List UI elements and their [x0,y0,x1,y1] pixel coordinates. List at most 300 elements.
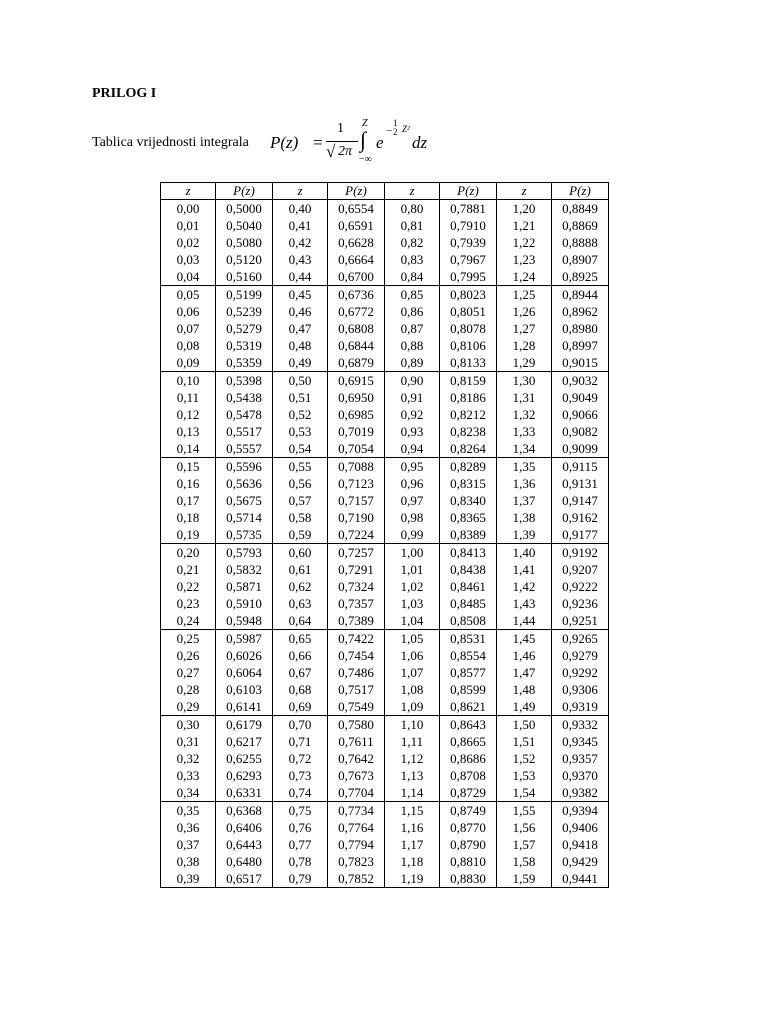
integral-formula [270,118,470,168]
z-value-cell: 0,15 [161,458,216,476]
z-value-cell: 1,39 [497,526,552,544]
z-value-cell: 0,80 [385,200,440,218]
z-value-cell: 1,43 [497,595,552,612]
exponent-fraction [393,119,398,137]
table-row [161,440,609,458]
z-value-cell: 0,36 [161,819,216,836]
probability-cell: 0,6915 [328,372,385,390]
probability-cell: 0,9049 [552,389,609,406]
z-value-cell: 0,67 [273,664,328,681]
probability-cell: 0,5000 [216,200,273,218]
z-value-cell: 0,44 [273,268,328,286]
probability-cell: 0,7190 [328,509,385,526]
z-value-cell: 1,17 [385,836,440,853]
z-value-cell: 0,48 [273,337,328,354]
table-row [161,802,609,820]
probability-cell: 0,5793 [216,544,273,562]
table-row [161,217,609,234]
probability-cell: 0,8389 [440,526,497,544]
z-value-cell: 0,61 [273,561,328,578]
probability-cell: 0,8665 [440,733,497,750]
probability-cell: 0,6628 [328,234,385,251]
probability-cell: 0,9099 [552,440,609,458]
formula-lhs: P(z) [270,133,299,152]
z-value-cell: 0,63 [273,595,328,612]
table-row [161,200,609,218]
probability-cell: 0,8925 [552,268,609,286]
exponent-numerator: 1 [393,118,398,128]
probability-cell: 0,7157 [328,492,385,509]
z-value-cell: 1,06 [385,647,440,664]
probability-cell: 0,6808 [328,320,385,337]
probability-cell: 0,9115 [552,458,609,476]
probability-cell: 0,8830 [440,870,497,888]
probability-cell: 0,8621 [440,698,497,716]
probability-cell: 0,6368 [216,802,273,820]
z-value-cell: 0,35 [161,802,216,820]
table-row [161,836,609,853]
probability-cell: 0,5987 [216,630,273,648]
probability-cell: 0,6141 [216,698,273,716]
z-value-cell: 1,14 [385,784,440,802]
z-value-cell: 0,18 [161,509,216,526]
probability-cell: 0,8577 [440,664,497,681]
table-caption [92,118,592,168]
z-value-cell: 0,96 [385,475,440,492]
z-value-cell: 1,11 [385,733,440,750]
probability-cell: 0,5596 [216,458,273,476]
probability-cell: 0,5239 [216,303,273,320]
table-row [161,561,609,578]
probability-cell: 0,8810 [440,853,497,870]
probability-cell: 0,6103 [216,681,273,698]
probability-cell: 0,7794 [328,836,385,853]
probability-cell: 0,7324 [328,578,385,595]
probability-cell: 0,8159 [440,372,497,390]
table-row [161,251,609,268]
z-value-cell: 1,23 [497,251,552,268]
z-value-cell: 0,92 [385,406,440,423]
table-row [161,853,609,870]
probability-cell: 0,7517 [328,681,385,698]
z-value-cell: 1,25 [497,286,552,304]
formula-denominator: 2π [338,144,353,159]
z-value-cell: 0,98 [385,509,440,526]
z-value-cell: 0,25 [161,630,216,648]
probability-cell: 0,9357 [552,750,609,767]
probability-cell: 0,7764 [328,819,385,836]
z-value-cell: 1,00 [385,544,440,562]
z-value-cell: 0,14 [161,440,216,458]
z-value-cell: 0,94 [385,440,440,458]
probability-cell: 0,8749 [440,802,497,820]
probability-cell: 0,8133 [440,354,497,372]
table-row [161,819,609,836]
z-value-cell: 1,31 [497,389,552,406]
table-row [161,733,609,750]
z-value-cell: 1,37 [497,492,552,509]
z-value-cell: 1,19 [385,870,440,888]
exponent-minus: − [386,125,393,137]
probability-cell: 0,6591 [328,217,385,234]
probability-cell: 0,9279 [552,647,609,664]
exponent-variable: Z² [402,124,410,134]
z-value-cell: 0,83 [385,251,440,268]
probability-cell: 0,9429 [552,853,609,870]
probability-cell: 0,8485 [440,595,497,612]
table-row [161,578,609,595]
z-value-cell: 1,41 [497,561,552,578]
z-value-cell: 0,43 [273,251,328,268]
probability-cell: 0,9406 [552,819,609,836]
z-value-cell: 0,77 [273,836,328,853]
probability-cell: 0,8340 [440,492,497,509]
z-value-cell: 1,44 [497,612,552,630]
probability-cell: 0,6772 [328,303,385,320]
probability-cell: 0,9345 [552,733,609,750]
probability-cell: 0,8729 [440,784,497,802]
z-value-cell: 1,45 [497,630,552,648]
z-value-cell: 0,60 [273,544,328,562]
formula-base: e [376,133,384,152]
column-header: z [385,183,440,200]
z-value-cell: 0,23 [161,595,216,612]
z-value-cell: 0,29 [161,698,216,716]
z-value-cell: 1,53 [497,767,552,784]
probability-cell: 0,6736 [328,286,385,304]
probability-cell: 0,5478 [216,406,273,423]
probability-cell: 0,9251 [552,612,609,630]
formula-equals: = [313,133,323,152]
z-value-cell: 1,05 [385,630,440,648]
probability-cell: 0,9177 [552,526,609,544]
table-row [161,286,609,304]
z-value-cell: 0,04 [161,268,216,286]
probability-cell: 0,8238 [440,423,497,440]
probability-cell: 0,8531 [440,630,497,648]
z-value-cell: 1,24 [497,268,552,286]
z-value-cell: 1,16 [385,819,440,836]
probability-cell: 0,6064 [216,664,273,681]
probability-cell: 0,9382 [552,784,609,802]
z-value-cell: 1,51 [497,733,552,750]
table-row [161,612,609,630]
probability-cell: 0,7881 [440,200,497,218]
probability-cell: 0,6255 [216,750,273,767]
probability-cell: 0,5438 [216,389,273,406]
z-value-cell: 0,45 [273,286,328,304]
probability-cell: 0,9236 [552,595,609,612]
probability-cell: 0,7389 [328,612,385,630]
probability-cell: 0,9207 [552,561,609,578]
probability-cell: 0,8944 [552,286,609,304]
table-row [161,389,609,406]
z-value-cell: 1,48 [497,681,552,698]
z-value-cell: 1,08 [385,681,440,698]
z-value-cell: 1,46 [497,647,552,664]
z-value-cell: 1,58 [497,853,552,870]
probability-cell: 0,5735 [216,526,273,544]
table-row [161,647,609,664]
z-value-cell: 1,26 [497,303,552,320]
probability-cell: 0,7422 [328,630,385,648]
z-value-cell: 0,79 [273,870,328,888]
z-value-cell: 1,52 [497,750,552,767]
table-row [161,784,609,802]
z-value-cell: 0,52 [273,406,328,423]
probability-cell: 0,5398 [216,372,273,390]
probability-cell: 0,8106 [440,337,497,354]
z-value-cell: 0,16 [161,475,216,492]
probability-cell: 0,8980 [552,320,609,337]
integral-lower-limit: −∞ [359,154,372,165]
z-value-cell: 0,17 [161,492,216,509]
probability-cell: 0,7224 [328,526,385,544]
z-value-cell: 0,09 [161,354,216,372]
z-value-cell: 0,69 [273,698,328,716]
z-value-cell: 0,39 [161,870,216,888]
z-value-cell: 0,71 [273,733,328,750]
probability-cell: 0,8869 [552,217,609,234]
z-value-cell: 1,57 [497,836,552,853]
probability-cell: 0,6879 [328,354,385,372]
probability-cell: 0,6480 [216,853,273,870]
probability-cell: 0,9015 [552,354,609,372]
z-value-cell: 0,73 [273,767,328,784]
probability-cell: 0,8413 [440,544,497,562]
probability-cell: 0,9370 [552,767,609,784]
probability-cell: 0,8962 [552,303,609,320]
z-value-cell: 0,55 [273,458,328,476]
probability-cell: 0,5080 [216,234,273,251]
z-value-cell: 0,91 [385,389,440,406]
z-value-cell: 0,66 [273,647,328,664]
probability-cell: 0,8997 [552,337,609,354]
probability-cell: 0,7486 [328,664,385,681]
probability-cell: 0,7734 [328,802,385,820]
z-value-cell: 1,03 [385,595,440,612]
table-row [161,509,609,526]
probability-cell: 0,8686 [440,750,497,767]
probability-cell: 0,7852 [328,870,385,888]
z-value-cell: 0,50 [273,372,328,390]
z-value-cell: 0,46 [273,303,328,320]
table-row [161,337,609,354]
table-body [161,200,609,888]
probability-cell: 0,5948 [216,612,273,630]
probability-cell: 0,8461 [440,578,497,595]
z-value-cell: 1,13 [385,767,440,784]
column-header: P(z) [440,183,497,200]
probability-cell: 0,5359 [216,354,273,372]
probability-cell: 0,6217 [216,733,273,750]
table-row [161,716,609,734]
page-heading: PRILOG I [92,86,157,101]
z-value-cell: 1,38 [497,509,552,526]
z-value-cell: 0,88 [385,337,440,354]
z-value-cell: 0,90 [385,372,440,390]
z-value-cell: 0,68 [273,681,328,698]
table-row [161,544,609,562]
probability-cell: 0,7823 [328,853,385,870]
probability-cell: 0,9032 [552,372,609,390]
z-value-cell: 1,40 [497,544,552,562]
column-header: z [161,183,216,200]
integral-sign: ∫ [360,127,367,152]
probability-cell: 0,5832 [216,561,273,578]
integral-upper-limit: Z [362,118,368,129]
probability-cell: 0,8599 [440,681,497,698]
z-value-cell: 0,31 [161,733,216,750]
probability-cell: 0,5675 [216,492,273,509]
probability-cell: 0,5871 [216,578,273,595]
table-row [161,870,609,888]
z-value-cell: 0,47 [273,320,328,337]
z-value-cell: 1,49 [497,698,552,716]
z-value-cell: 0,49 [273,354,328,372]
probability-cell: 0,7088 [328,458,385,476]
z-value-cell: 0,81 [385,217,440,234]
z-value-cell: 0,30 [161,716,216,734]
table-row [161,630,609,648]
z-value-cell: 0,22 [161,578,216,595]
z-value-cell: 1,42 [497,578,552,595]
z-value-cell: 1,22 [497,234,552,251]
probability-cell: 0,5319 [216,337,273,354]
z-value-cell: 0,33 [161,767,216,784]
z-value-cell: 0,87 [385,320,440,337]
probability-cell: 0,8790 [440,836,497,853]
z-value-cell: 1,10 [385,716,440,734]
probability-cell: 0,5199 [216,286,273,304]
z-value-cell: 0,84 [385,268,440,286]
z-value-cell: 0,64 [273,612,328,630]
table-row [161,750,609,767]
z-value-cell: 1,55 [497,802,552,820]
probability-cell: 0,7939 [440,234,497,251]
table-row [161,595,609,612]
probability-cell: 0,6443 [216,836,273,853]
probability-cell: 0,8023 [440,286,497,304]
probability-cell: 0,8289 [440,458,497,476]
probability-cell: 0,8365 [440,509,497,526]
table-row [161,458,609,476]
probability-cell: 0,7642 [328,750,385,767]
probability-cell: 0,7580 [328,716,385,734]
probability-cell: 0,8051 [440,303,497,320]
table-row [161,526,609,544]
z-value-cell: 0,97 [385,492,440,509]
z-value-cell: 1,34 [497,440,552,458]
probability-cell: 0,9394 [552,802,609,820]
z-value-cell: 1,09 [385,698,440,716]
table-row [161,423,609,440]
z-value-cell: 0,00 [161,200,216,218]
probability-cell: 0,7673 [328,767,385,784]
z-value-cell: 0,34 [161,784,216,802]
probability-cell: 0,9131 [552,475,609,492]
z-value-cell: 0,27 [161,664,216,681]
probability-cell: 0,5910 [216,595,273,612]
formula-differential: dz [412,133,428,152]
z-value-cell: 1,59 [497,870,552,888]
column-header: P(z) [328,183,385,200]
table-row [161,372,609,390]
probability-cell: 0,6293 [216,767,273,784]
z-value-cell: 0,65 [273,630,328,648]
z-value-cell: 0,20 [161,544,216,562]
probability-cell: 0,9192 [552,544,609,562]
z-value-cell: 1,50 [497,716,552,734]
z-value-cell: 1,20 [497,200,552,218]
probability-cell: 0,9147 [552,492,609,509]
probability-cell: 0,5040 [216,217,273,234]
z-value-cell: 0,08 [161,337,216,354]
formula-sqrt-sign: √ [326,142,336,161]
table-row [161,268,609,286]
table-row [161,354,609,372]
probability-cell: 0,8078 [440,320,497,337]
z-value-cell: 1,21 [497,217,552,234]
z-value-cell: 1,35 [497,458,552,476]
z-value-cell: 0,74 [273,784,328,802]
z-value-cell: 1,07 [385,664,440,681]
caption-text: Tablica vrijednosti integrala [92,135,249,150]
z-value-cell: 0,76 [273,819,328,836]
z-value-cell: 0,40 [273,200,328,218]
column-header: P(z) [552,183,609,200]
z-value-cell: 0,82 [385,234,440,251]
z-value-cell: 1,30 [497,372,552,390]
probability-cell: 0,8508 [440,612,497,630]
z-value-cell: 0,03 [161,251,216,268]
table-row [161,234,609,251]
z-value-cell: 1,32 [497,406,552,423]
z-value-cell: 0,24 [161,612,216,630]
table-row [161,767,609,784]
z-value-cell: 0,86 [385,303,440,320]
z-value-cell: 1,54 [497,784,552,802]
probability-cell: 0,7967 [440,251,497,268]
probability-cell: 0,8907 [552,251,609,268]
probability-cell: 0,8643 [440,716,497,734]
probability-cell: 0,8888 [552,234,609,251]
probability-cell: 0,9306 [552,681,609,698]
probability-cell: 0,6985 [328,406,385,423]
table-row [161,681,609,698]
probability-cell: 0,9265 [552,630,609,648]
probability-cell: 0,7019 [328,423,385,440]
probability-cell: 0,6517 [216,870,273,888]
z-value-cell: 0,89 [385,354,440,372]
z-value-cell: 0,85 [385,286,440,304]
table-row [161,406,609,423]
z-value-cell: 0,95 [385,458,440,476]
probability-cell: 0,5714 [216,509,273,526]
z-value-cell: 0,51 [273,389,328,406]
z-value-cell: 0,02 [161,234,216,251]
z-value-cell: 0,11 [161,389,216,406]
probability-cell: 0,7611 [328,733,385,750]
probability-cell: 0,6700 [328,268,385,286]
z-value-cell: 0,41 [273,217,328,234]
z-value-cell: 1,12 [385,750,440,767]
probability-cell: 0,6179 [216,716,273,734]
probability-table [160,182,609,888]
z-value-cell: 0,62 [273,578,328,595]
probability-cell: 0,9066 [552,406,609,423]
probability-cell: 0,7454 [328,647,385,664]
